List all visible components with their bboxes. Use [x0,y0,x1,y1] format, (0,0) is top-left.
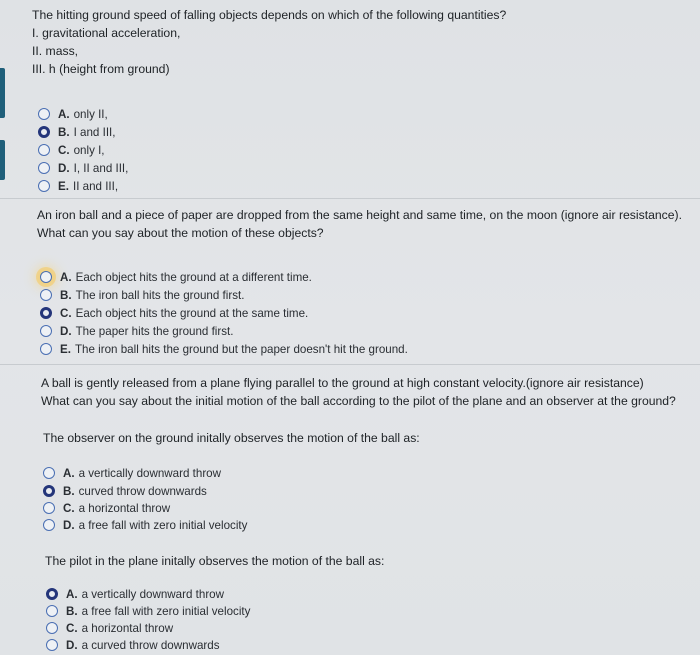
question-2-text [37,206,682,242]
radio-button-selected[interactable] [46,588,58,600]
q1-option-d[interactable]: D. I, II and III, [38,159,128,177]
question-1-stem: The hitting ground speed of falling objects depends on which of the following quantities? [32,8,507,22]
radio-button[interactable] [38,144,50,156]
radio-button[interactable] [40,325,52,337]
q3-part2-option-b[interactable]: B. a free fall with zero initial velocity [46,602,250,620]
radio-button[interactable] [38,180,50,192]
left-accent-bar [0,68,5,118]
radio-button[interactable] [40,343,52,355]
question-2-stem: An iron ball and a piece of paper are dropped from the same height and same time, on the moon (ignore air resistance). [37,208,682,222]
q1-option-a[interactable]: A. only II, [38,105,108,123]
q2-option-b[interactable]: B. The iron ball hits the ground first. [40,286,244,304]
q3-part2-option-d[interactable]: D. a curved throw downwards [46,636,220,654]
q1-option-b[interactable]: B. I and III, [38,123,116,141]
radio-button-selected[interactable] [43,485,55,497]
radio-button[interactable] [43,502,55,514]
q2-option-c[interactable]: C. Each object hits the ground at the same time. [40,304,308,322]
radio-button[interactable] [40,271,52,283]
q2-option-e[interactable]: E. The iron ball hits the ground but the paper doesn't hit the ground. [40,340,408,358]
radio-button-selected[interactable] [38,126,50,138]
question-3-part2-prompt: The pilot in the plane initally observes the motion of the ball as: [45,554,385,568]
left-accent-bar [0,140,5,180]
radio-button[interactable] [46,605,58,617]
question-3-question: What can you say about the initial motion of the ball according to the pilot of the plane and an observer at the ground? [41,394,676,408]
q2-option-a[interactable]: A. Each object hits the ground at a different time. [40,268,312,286]
q1-option-c[interactable]: C. only I, [38,141,105,159]
q3-part1-option-a[interactable]: A. a vertically downward throw [43,464,221,482]
question-1-item-i: I. gravitational acceleration, [32,26,181,40]
radio-button[interactable] [38,162,50,174]
q3-part1-option-c[interactable]: C. a horizontal throw [43,499,170,517]
q2-option-d[interactable]: D. The paper hits the ground first. [40,322,234,340]
radio-button[interactable] [46,622,58,634]
question-3-text [41,374,676,410]
section-divider [0,198,700,199]
question-1-item-ii: II. mass, [32,44,79,58]
radio-button[interactable] [43,519,55,531]
question-2-question: What can you say about the motion of these objects? [37,226,324,240]
question-3-part1-prompt: The observer on the ground initally observes the motion of the ball as: [43,431,420,445]
radio-button[interactable] [40,289,52,301]
radio-button-selected[interactable] [40,307,52,319]
radio-button[interactable] [46,639,58,651]
q1-option-e[interactable]: E. II and III, [38,177,118,195]
question-3-stem: A ball is gently released from a plane flying parallel to the ground at high constant velocity.(ignore air resistance) [41,376,644,390]
q3-part1-option-d[interactable]: D. a free fall with zero initial velocity [43,516,247,534]
question-1-text [32,6,506,78]
radio-button[interactable] [38,108,50,120]
q3-part2-option-c[interactable]: C. a horizontal throw [46,619,173,637]
question-1-item-iii: III. h (height from ground) [32,62,170,76]
radio-button[interactable] [43,467,55,479]
q3-part1-option-b[interactable]: B. curved throw downwards [43,482,207,500]
q3-part2-option-a[interactable]: A. a vertically downward throw [46,585,224,603]
section-divider [0,364,700,365]
